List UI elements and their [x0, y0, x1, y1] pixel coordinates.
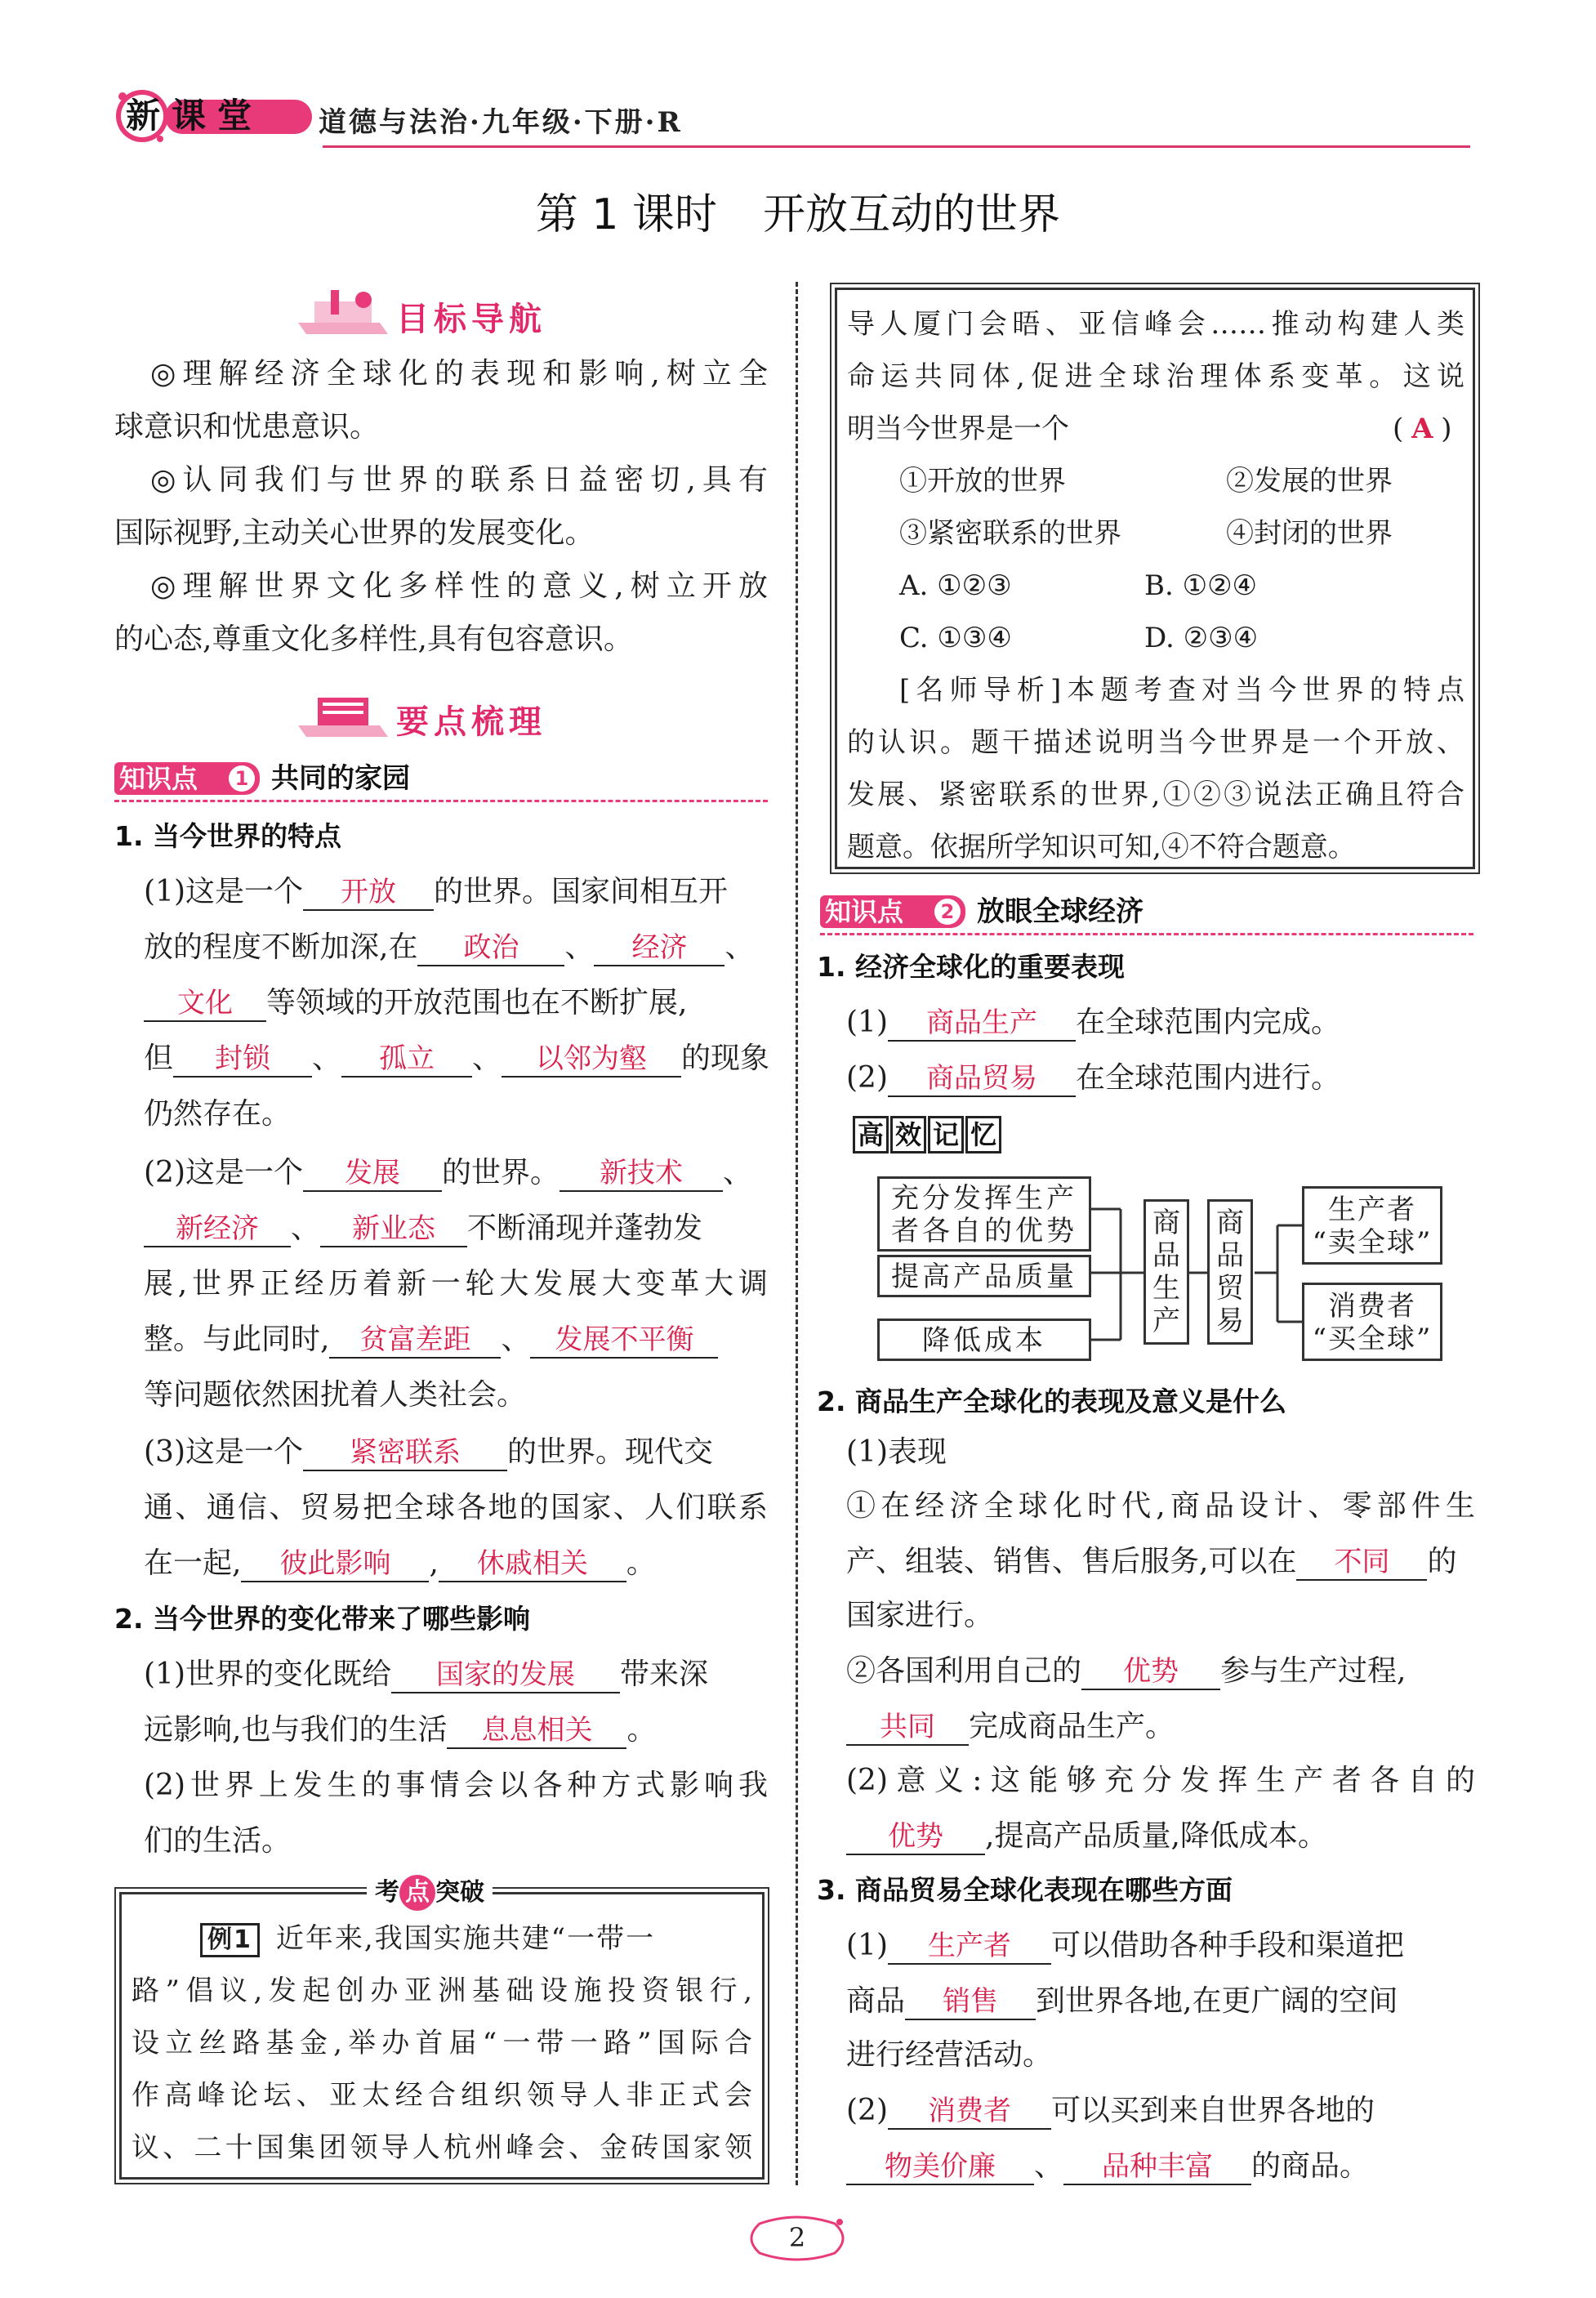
kp1-s3-line2: 通、通信、贸易把全球各地的国家、人们联系 — [144, 1491, 768, 1524]
example-box-left — [119, 1878, 765, 2180]
analysis-line-3: 发展、紧密联系的世界,①②③说法正确且符合 — [847, 779, 1464, 811]
example-line-8: 明当今世界是一个 — [847, 413, 1069, 445]
kp2-q-d: 商品 销售 到世界各地,在更广阔的空间 — [846, 1983, 1398, 2020]
kp2-p-c: 产、组装、销售、售后服务,可以在 不同 的 — [846, 1544, 1456, 1581]
kp2-q-g: (2) 消费者 可以买到来自世界各地的 — [846, 2093, 1375, 2130]
fill-blank: 政治 — [417, 932, 564, 966]
logo-text: 新课堂 — [126, 96, 264, 136]
fill-blank: 新业态 — [320, 1213, 467, 1247]
kp1-t1-line2: 远影响,也与我们的生活 息息相关 。 — [144, 1712, 656, 1749]
knowledge-point-2-header — [820, 894, 1473, 933]
knowledge-point-tag-label: 知识点 — [825, 896, 904, 927]
kp1-s1-line5: 仍然存在。 — [144, 1097, 292, 1131]
fill-blank: 发展 — [303, 1158, 442, 1192]
fill-blank: 紧密联系 — [303, 1437, 507, 1471]
goal-2-line-1: ◎认同我们与世界的联系日益密切,具有 — [150, 463, 768, 497]
kp2-q-i: 物美价廉 、 品种丰富 的商品。 — [846, 2149, 1369, 2185]
kp2-p-i: (2)意义:这能够充分发挥生产者各自的 — [846, 1764, 1475, 1797]
fill-blank: 品种丰富 — [1063, 2151, 1251, 2185]
kp2-p-j: 优势 ,提高产品质量,降低成本。 — [846, 1818, 1327, 1855]
page-number-text: 2 — [788, 2222, 806, 2253]
notebook-icon — [298, 693, 396, 742]
kp1-s3-line3: 在一起, 彼此影响 , 休戚相关 。 — [144, 1546, 656, 1582]
points-title: 要点梳理 — [396, 703, 546, 741]
example-label: 例1 — [200, 1923, 260, 1957]
kp2-heading-3: 3. 商品贸易全球化表现在哪些方面 — [817, 1874, 1233, 1906]
kp1-s2-line1: (2)这是一个 发展 的世界。 新技术 、 — [144, 1155, 752, 1192]
kp1-t2-line1: (2)世界上发生的事情会以各种方式影响我 — [144, 1769, 768, 1802]
kp1-s2-line4: 整。与此同时, 贫富差距 、 发展不平衡 — [144, 1322, 718, 1359]
kp1-s1-line2: 放的程度不断加深,在 政治 、 经济 、 — [144, 930, 754, 966]
option-3: ③紧密联系的世界 — [899, 517, 1121, 550]
knowledge-point-number: 2 — [934, 899, 961, 925]
option-1: ①开放的世界 — [899, 465, 1066, 498]
fill-blank: 优势 — [1081, 1656, 1220, 1690]
kp2-p-h: 共同 完成商品生产。 — [846, 1709, 1175, 1746]
fill-blank: 息息相关 — [447, 1715, 626, 1749]
knowledge-point-tag-label: 知识点 — [119, 763, 198, 794]
kp1-s2-line2: 新经济 、 新业态 不断涌现并蓬勃发 — [144, 1211, 702, 1247]
fill-blank: 贫富差距 — [329, 1324, 501, 1359]
answer-bracket: ( A ) — [1393, 413, 1452, 445]
kp1-s2-line3: 展,世界正经历着新一轮大发展大变革大调 — [144, 1267, 768, 1301]
kp2-p-b: ①在经济全球化时代,商品设计、零部件生 — [846, 1489, 1475, 1523]
kp1-s2-line5: 等问题依然困扰着人类社会。 — [144, 1378, 527, 1412]
goal-3-line-2: 的心态,尊重文化多样性,具有包容意识。 — [114, 622, 633, 656]
fill-blank: 开放 — [303, 877, 434, 911]
goal-1-line-1: ◎理解经济全球化的表现和影响,树立全 — [150, 357, 768, 390]
memory-char: 记 — [928, 1116, 964, 1153]
knowledge-point-title: 共同的家园 — [271, 762, 410, 795]
memory-char: 高 — [853, 1116, 889, 1153]
example-line-6: 导人厦门会晤、亚信峰会……推动构建人类 — [847, 308, 1464, 341]
page-number — [743, 2215, 851, 2261]
fill-blank: 经济 — [594, 932, 724, 966]
fill-blank: 销售 — [905, 1986, 1036, 2020]
example-line-4: 作高峰论坛、亚太经合组织领导人非正式会 — [132, 2079, 752, 2112]
kp2-q-f: 进行经营活动。 — [846, 2038, 1053, 2072]
analysis-line-2: 的认识。题干描述说明当今世界是一个开放、 — [847, 726, 1464, 759]
kp1-heading-1: 1. 当今世界的特点 — [114, 820, 341, 852]
kp2-heading-1: 1. 经济全球化的重要表现 — [817, 951, 1125, 983]
goal-3-line-1: ◎理解世界文化多样性的意义,树立开放 — [150, 569, 768, 603]
kp1-s1-line4: 但 封锁 、 孤立 、 以邻为壑 的现象 — [144, 1041, 769, 1078]
kp1-s3-line1: (3)这是一个 紧密联系 的世界。现代交 — [144, 1435, 713, 1471]
kp2-p-a: (1)表现 — [846, 1435, 947, 1469]
fill-blank: 发展不平衡 — [530, 1324, 718, 1359]
fill-blank: 孤立 — [341, 1043, 472, 1078]
fill-blank: 消费者 — [888, 2095, 1051, 2130]
fill-blank: 物美价廉 — [846, 2151, 1034, 2185]
kp2-e2: (2) 商品贸易 在全球范围内进行。 — [846, 1060, 1340, 1097]
kp1-t1-line1: (1)世界的变化既给 国家的发展 带来深 — [144, 1657, 708, 1693]
flow-box-consumer: 消费者 “买全球” — [1302, 1283, 1442, 1361]
fill-blank: 封锁 — [173, 1043, 312, 1078]
fill-blank: 商品生产 — [888, 1007, 1076, 1042]
fill-blank: 新技术 — [559, 1158, 723, 1192]
analysis-line-1: [名师导析]本题考查对当今世界的特点 — [899, 674, 1464, 707]
books-icon — [298, 290, 396, 339]
fill-blank: 休戚相关 — [439, 1548, 626, 1582]
knowledge-point-title: 放眼全球经济 — [977, 895, 1144, 928]
flow-box-cost: 降低成本 — [877, 1319, 1091, 1361]
flow-box-quality: 提高产品质量 — [877, 1255, 1091, 1297]
fill-blank: 彼此影响 — [241, 1548, 429, 1582]
example-line-2: 路”倡议,发起创办亚洲基础设施投资银行, — [132, 1974, 752, 2007]
page-title — [0, 180, 1596, 241]
goal-2-line-2: 国际视野,主动关心世界的发展变化。 — [114, 516, 595, 550]
choice-d: D. ②③④ — [1144, 622, 1259, 654]
fill-blank: 文化 — [144, 988, 266, 1022]
goal-1-line-2: 球意识和忧患意识。 — [114, 410, 380, 444]
brand-logo — [114, 88, 319, 144]
fill-blank: 生产者 — [888, 1930, 1051, 1965]
analysis-line-4: 题意。依据所学知识可知,④不符合题意。 — [847, 831, 1356, 863]
kp2-e1: (1) 商品生产 在全球范围内完成。 — [846, 1005, 1340, 1042]
fill-blank: 商品贸易 — [888, 1063, 1076, 1097]
option-4: ④封闭的世界 — [1226, 517, 1393, 550]
points-banner — [298, 693, 625, 742]
choice-c: C. ①③④ — [899, 622, 1012, 654]
example-line-1: 例1 近年来,我国实施共建“一带一 — [200, 1921, 655, 1957]
flow-box-production: 商 品 生 产 — [1144, 1199, 1189, 1345]
header-title: 道德与法治·九年级·下册·R — [319, 106, 683, 139]
dashed-rule — [114, 800, 768, 802]
header-rule — [323, 145, 1470, 148]
kp1-t2-line2: 们的生活。 — [144, 1824, 292, 1858]
kp1-s1-line1: (1)这是一个 开放 的世界。国家间相互开 — [144, 874, 728, 911]
choice-a: A. ①②③ — [899, 569, 1012, 602]
goals-title: 目标导航 — [396, 301, 546, 338]
example-line-7: 命运共同体,促进全球治理体系变革。这说 — [847, 360, 1464, 393]
knowledge-point-tag — [114, 762, 260, 795]
fill-blank: 新经济 — [144, 1213, 291, 1247]
fill-blank: 优势 — [846, 1821, 985, 1855]
fill-blank: 共同 — [846, 1711, 969, 1746]
column-divider — [796, 282, 798, 2185]
kp2-q-a: (1) 生产者 可以借助各种手段和渠道把 — [846, 1928, 1404, 1965]
breakthrough-badge: 考 点 突破 — [367, 1875, 493, 1911]
flow-box-producer: 生产者 “卖全球” — [1302, 1186, 1442, 1265]
example-box-right — [835, 288, 1475, 869]
flow-box-advantage: 充分发挥生产 者各自的优势 — [877, 1176, 1091, 1252]
page-header — [114, 82, 1470, 155]
option-2: ②发展的世界 — [1226, 465, 1393, 498]
dashed-rule — [820, 933, 1473, 935]
knowledge-point-1-header — [114, 761, 768, 800]
answer-value: A — [1411, 413, 1433, 445]
kp2-p-e: 国家进行。 — [846, 1599, 994, 1632]
choice-b: B. ①②④ — [1144, 569, 1258, 602]
fill-blank: 不同 — [1296, 1546, 1427, 1581]
fill-blank: 以邻为壑 — [502, 1043, 681, 1078]
knowledge-point-number: 1 — [229, 765, 255, 792]
lesson-number: 第 1 课时 — [535, 190, 718, 239]
flow-box-trade: 商 品 贸 易 — [1207, 1199, 1253, 1345]
lesson-title: 开放互动的世界 — [763, 190, 1061, 239]
kp1-s1-line3: 文化 等领域的开放范围也在不断扩展, — [144, 985, 687, 1022]
goals-banner — [298, 290, 625, 339]
memory-char: 效 — [890, 1116, 926, 1153]
memory-char: 忆 — [965, 1116, 1001, 1153]
memory-tip-badge — [853, 1116, 1003, 1155]
example-line-5: 议、二十国集团领导人杭州峰会、金砖国家领 — [132, 2131, 752, 2164]
knowledge-point-tag — [820, 895, 965, 928]
example-line-3: 设立丝路基金,举办首届“一带一路”国际合 — [132, 2027, 752, 2059]
kp2-heading-2: 2. 商品生产全球化的表现及意义是什么 — [817, 1385, 1286, 1417]
kp1-heading-2: 2. 当今世界的变化带来了哪些影响 — [114, 1603, 530, 1635]
kp2-p-f: ②各国利用自己的 优势 参与生产过程, — [846, 1653, 1406, 1690]
fill-blank: 国家的发展 — [391, 1659, 620, 1693]
